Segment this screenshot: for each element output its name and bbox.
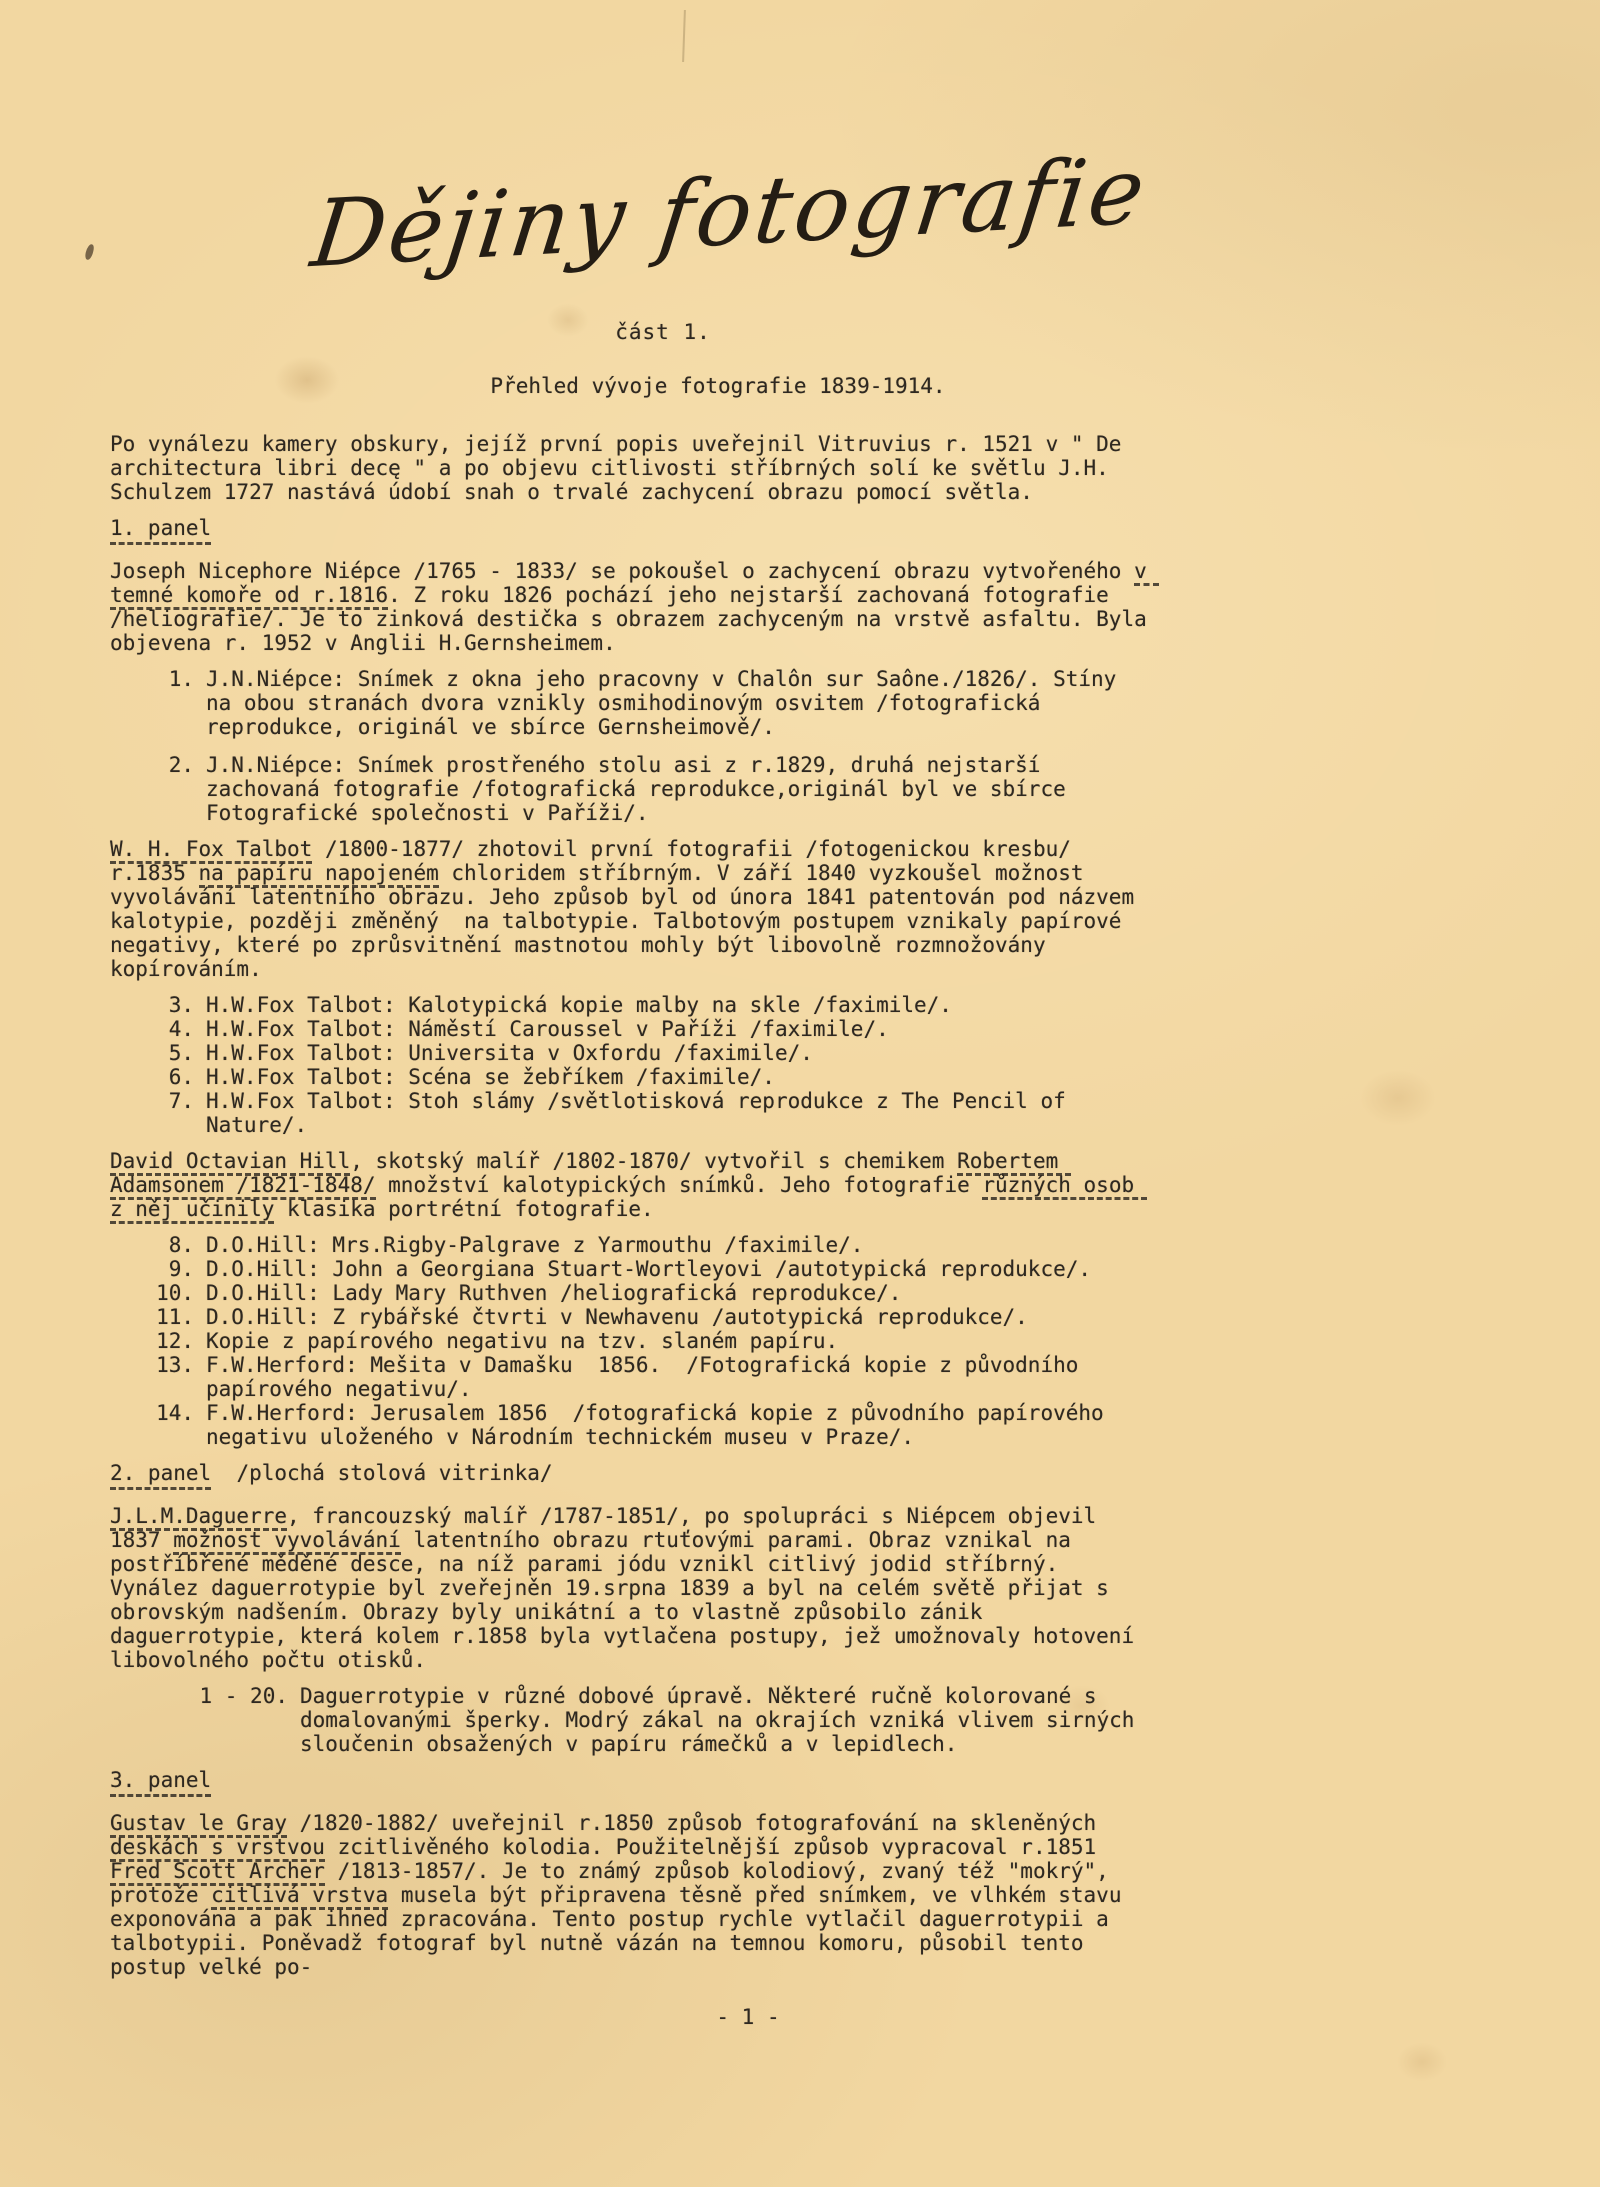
text-segment: , skotský malíř /1802-1870/ vytvořil s chemikem — [350, 1149, 958, 1173]
item-text — [206, 1401, 1152, 1449]
list-item — [150, 993, 1152, 1017]
text-segment: D.O.Hill: Z rybářské čtvrti v Newhavenu /autotypická reprodukce/. — [206, 1305, 1028, 1329]
section-heading — [110, 1461, 1152, 1490]
item-number: 12. — [156, 1329, 194, 1353]
item-number: 11. — [156, 1305, 194, 1329]
text-segment: D.O.Hill: Mrs.Rigby-Palgrave z Yarmouthu /faximile/. — [206, 1233, 864, 1257]
item-text — [206, 1089, 1152, 1137]
item-text — [206, 1305, 1152, 1329]
paragraph — [110, 432, 1152, 504]
text-segment: /1800-1877/ zhotovil první fotografii /fotogenickou kresbu/ r.1835 — [110, 837, 1084, 885]
underlined-phrase: na papíru napojeném — [199, 861, 439, 888]
text-segment: latentního obrazu rtuťovými parami. Obraz vznikal na postříbřené měděné desce, na níž parami jódu vznikl citlivý jodid stříbrný. Vynález daguerrotypie byl zveřejněn 19.srpna 1839 a byl na celém světě přijat s obrovským nadšením. Obrazy byly unikátní a to vlastně způsobilo zánik daguerrotypie, která kolem r.1858 byla vytlačena postupy, jež umožnovaly hotovení libovolného počtu otisků. — [110, 1528, 1147, 1672]
text-segment: klasika portrétní fotografie. — [274, 1197, 654, 1221]
text-segment: . Z roku 1826 pochází jeho nejstarší zachovaná fotografie /heliografie/. Je to zinková destička s obrazem zachyceným na vrstvě asfaltu. Byla objevena r. 1952 v Anglii H.Gernsheimem. — [110, 583, 1160, 655]
paragraph — [110, 1504, 1152, 1672]
underlined-phrase: 3. panel — [110, 1768, 211, 1797]
list-item — [150, 1281, 1152, 1305]
item-text — [206, 667, 1152, 739]
text-segment: H.W.Fox Talbot: Kalotypická kopie malby na skle /faximile/. — [206, 993, 952, 1017]
item-number: 8. — [168, 1233, 194, 1257]
text-segment: /1813-1857/. Je to známý způsob kolodiový, zvaný též "mokrý", protože — [110, 1859, 1122, 1907]
list-item — [150, 1017, 1152, 1041]
part-label: část 1. — [615, 320, 711, 344]
item-text — [206, 1281, 1152, 1305]
text-segment: H.W.Fox Talbot: Scéna se žebříkem /faximile/. — [206, 1065, 775, 1089]
underlined-phrase: možnost vyvolávání — [173, 1528, 401, 1555]
section-heading — [110, 516, 1152, 545]
underlined-phrase: Robertem Adamsonem /1821-1848/ — [110, 1149, 1071, 1200]
item-number: 5. — [168, 1041, 194, 1065]
exhibit-list — [150, 1233, 1152, 1449]
exhibit-list — [156, 1684, 1152, 1756]
text-segment: D.O.Hill: John a Georgiana Stuart-Wortleyovi /autotypická reprodukce/. — [206, 1257, 1092, 1281]
text-segment: množství kalotypických snímků. Jeho fotografie — [375, 1173, 983, 1197]
item-number: 10. — [156, 1281, 194, 1305]
list-item — [150, 1401, 1152, 1449]
item-text — [206, 1353, 1152, 1401]
text-segment: J.N.Niépce: Snímek prostřeného stolu asi z r.1829, druhá nejstarší zachovaná fotografie /fotografická reprodukce,originál byl ve sbírce Fotografické společnosti v Paříži/. — [206, 753, 1079, 825]
text-segment: H.W.Fox Talbot: Náměstí Caroussel v Paříži /faximile/. — [206, 1017, 889, 1041]
item-text — [206, 1041, 1152, 1065]
item-number: 4. — [168, 1017, 194, 1041]
document-content — [110, 432, 1160, 1979]
underlined-phrase: 2. panel — [110, 1461, 211, 1490]
item-text — [206, 1329, 1152, 1353]
item-number: 14. — [156, 1401, 194, 1425]
exhibit-list — [150, 667, 1152, 825]
item-number: 1 - 20. — [199, 1684, 288, 1708]
item-number: 7. — [168, 1089, 194, 1113]
text-segment: musela být připravena těsně před snímkem, ve vlhkém stavu exponována a pak ihned zpracována. Tento postup rychle vytlačil daguerrotypii a talbotypii. Poněvadž fotograf byl nutně vázán na temnou komoru, působil tento postup velké po- — [110, 1883, 1135, 1979]
text-segment: /plochá stolová vitrinka/ — [211, 1461, 553, 1485]
text-segment: Po vynálezu kamery obskury, jejíž první popis uveřejnil Vitruvius r. 1521 v " De architectura libri decę " a po objevu citlivosti stříbrných solí ke světlu J.H. Schulzem 1727 nastává údobí snah o trvalé zachycení obrazu pomocí světla. — [110, 432, 1135, 504]
underlined-phrase: Gustav le Gray — [110, 1811, 287, 1838]
item-number: 6. — [168, 1065, 194, 1089]
item-text — [300, 1684, 1152, 1756]
text-segment: D.O.Hill: Lady Mary Ruthven /heliografická reprodukce/. — [206, 1281, 902, 1305]
item-text — [206, 1233, 1152, 1257]
list-item — [150, 667, 1152, 739]
underlined-phrase: Fred Scott Archer — [110, 1859, 325, 1886]
handwritten-title-text: Dějiny fotografie — [306, 136, 1154, 289]
item-number: 2. — [168, 753, 194, 777]
paragraph — [110, 837, 1152, 981]
list-item — [156, 1684, 1152, 1756]
underlined-phrase: deskách s vrstvou — [110, 1835, 325, 1862]
list-item — [150, 1329, 1152, 1353]
paragraph — [110, 559, 1160, 655]
list-item — [150, 1305, 1152, 1329]
page-number: - 1 - — [716, 2005, 780, 2029]
paper-crease — [682, 10, 686, 62]
text-segment: H.W.Fox Talbot: Stoh slámy /světlotisková reprodukce z The Pencil of Nature/. — [206, 1089, 1079, 1137]
item-number: 1. — [168, 667, 194, 691]
list-item — [150, 1041, 1152, 1065]
text-segment: zcitlivěného kolodia. Použitelnější způsob vypracoval r.1851 — [324, 1835, 1122, 1859]
item-text — [206, 1017, 1152, 1041]
underlined-phrase: J.L.M.Daguerre — [110, 1504, 287, 1531]
text-segment: chloridem stříbrným. V září 1840 vyzkoušel možnost vyvolávání latentního obrazu. Jeho způsob byl od února 1841 patentován pod názvem kalotypie, později změněný na talbotypie. Talbotovým postupem vznikaly papírové negativy, které po zprůsvitnění mastnotou mohly být libovolně rozmnožovány kopírováním. — [110, 861, 1147, 981]
text-segment: H.W.Fox Talbot: Universita v Oxfordu /faximile/. — [206, 1041, 813, 1065]
underlined-phrase: W. H. Fox Talbot — [110, 837, 312, 864]
item-text — [206, 1065, 1152, 1089]
paragraph — [110, 1149, 1152, 1221]
page-subtitle: Přehled vývoje fotografie 1839-1914. — [490, 374, 946, 398]
list-item — [150, 1089, 1152, 1137]
text-segment: Kopie z papírového negativu na tzv. slaném papíru. — [206, 1329, 839, 1353]
text-segment: /1820-1882/ uveřejnil r.1850 způsob fotografování na skleněných — [287, 1811, 1109, 1835]
item-text — [206, 753, 1152, 825]
text-segment: F.W.Herford: Jerusalem 1856 /fotografická kopie z původního papírového negativu uloženého v Národním technickém museu v Praze/. — [206, 1401, 1117, 1449]
list-item — [150, 1353, 1152, 1401]
list-item — [150, 1233, 1152, 1257]
text-segment: F.W.Herford: Mešita v Damašku 1856. /Fotografická kopie z původního papírového negativu/. — [206, 1353, 1092, 1401]
underlined-phrase: různých osob z něj učinily — [110, 1173, 1147, 1224]
item-number: 13. — [156, 1353, 194, 1377]
section-heading — [110, 1768, 1152, 1797]
handwritten-title — [0, 136, 1530, 289]
list-item — [150, 1065, 1152, 1089]
list-item — [150, 1257, 1152, 1281]
list-item — [150, 753, 1152, 825]
item-number: 3. — [168, 993, 194, 1017]
item-text — [206, 993, 1152, 1017]
underlined-phrase: v temné komoře od r.1816 — [110, 559, 1159, 610]
underlined-phrase: citlivá vrstva — [211, 1883, 388, 1910]
paragraph — [110, 1811, 1152, 1979]
text-segment: Daguerrotypie v různé dobové úpravě. Některé ručně kolorované s domalovanými šperky. Modrý zákal na okrajích vzniká vlivem sirných sloučenin obsažených v papíru rámečků a v lepidlech. — [300, 1684, 1148, 1756]
text-segment: , francouzský malíř /1787-1851/, po spolupráci s Niépcem objevil 1837 — [110, 1504, 1109, 1552]
exhibit-list — [150, 993, 1152, 1137]
text-segment: Joseph Nicephore Niépce /1765 - 1833/ se pokoušel o zachycení obrazu vytvořeného — [110, 559, 1135, 583]
underlined-phrase: 1. panel — [110, 516, 211, 545]
item-number: 9. — [168, 1257, 194, 1281]
item-text — [206, 1257, 1152, 1281]
underlined-phrase: David Octavian Hill — [110, 1149, 350, 1176]
text-segment: J.N.Niépce: Snímek z okna jeho pracovny v Chalôn sur Saône./1826/. Stíny na obou stranách dvora vznikly osmihodinovým osvitem /fotografická reprodukce, originál ve sbírce Gernsheimově/. — [206, 667, 1129, 739]
